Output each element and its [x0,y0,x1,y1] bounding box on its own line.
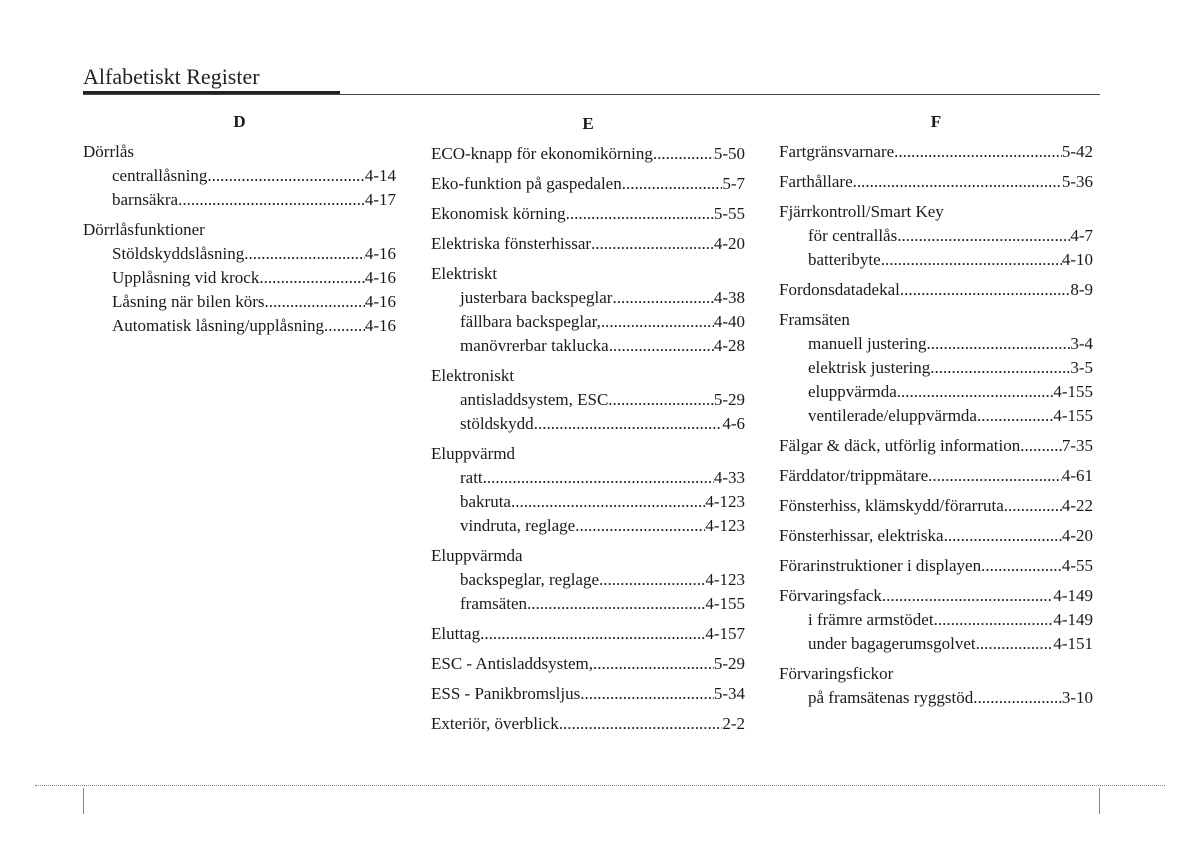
dot-leader [981,554,1062,578]
dot-leader [882,584,1053,608]
index-term: på framsätenas ryggstöd [808,688,974,707]
index-entry [431,442,745,538]
index-entry-line [431,652,745,676]
dot-leader [927,332,1071,356]
index-entry [431,682,745,706]
index-term: Elektriska fönsterhissar [431,234,592,253]
dot-leader [1020,434,1062,458]
index-term: Eko-funktion på gaspedalen [431,174,622,193]
index-term: Förvaringsfickor [779,664,894,683]
index-entry [779,584,1093,656]
index-term: stöldskydd [460,414,534,433]
dot-leader [566,202,714,226]
dot-leader [575,514,705,538]
index-subentry [779,356,1093,380]
dot-leader [265,290,365,314]
page-reference: 5-55 [713,204,745,223]
index-entry [431,652,745,676]
index-entry [431,712,745,736]
dot-leader [601,310,714,334]
index-subentry [431,334,745,358]
index-term: under bagagerumsgolvet [808,634,976,653]
index-subentry [431,388,745,412]
dot-leader [480,622,705,646]
page-reference: 4-28 [713,336,745,355]
index-term: Färddator/trippmätare [779,466,929,485]
dot-leader [244,242,365,266]
index-entry [779,524,1093,548]
index-entry-line [779,524,1093,548]
index-term: ESS - Panikbromsljus [431,684,581,703]
index-entry-line [431,622,745,646]
index-entry-line [431,364,745,388]
dot-leader [534,412,723,436]
page-reference: 4-123 [705,570,745,589]
index-term: Dörrlås [83,142,134,161]
page-reference: 4-20 [713,234,745,253]
index-entry-line [779,434,1093,458]
page-reference: 4-6 [722,414,745,433]
index-subentry [779,608,1093,632]
index-term: Fönsterhissar, elektriska [779,526,944,545]
page-reference: 4-61 [1061,466,1093,485]
index-term: Fjärrkontroll/Smart Key [779,202,944,221]
index-subentry [779,380,1093,404]
dot-leader [894,140,1062,164]
index-subentry [779,332,1093,356]
page-reference: 5-36 [1061,172,1093,191]
index-column-e [431,110,745,742]
index-subentry [431,514,745,538]
index-entry [779,200,1093,272]
index-entry-line [431,442,745,466]
dot-leader [580,682,714,706]
index-term: Exteriör, överblick [431,714,559,733]
dot-leader [511,490,705,514]
index-term: Förvaringsfack [779,586,882,605]
index-subentry [431,286,745,310]
index-entry-line [779,278,1093,302]
dot-leader [944,524,1062,548]
index-subentry [431,568,745,592]
index-subentry [431,412,745,436]
index-term: i främre armstödet [808,610,934,629]
index-term: ESC - Antisladdsystem, [431,654,593,673]
page-reference: 3-4 [1070,334,1093,353]
index-subentry [779,404,1093,428]
page-reference: 4-16 [364,292,396,311]
index-term: antisladdsystem, ESC [460,390,609,409]
index-entry [431,142,745,166]
index-entry-line [431,232,745,256]
dot-leader [976,632,1054,656]
dot-leader [259,266,365,290]
dot-leader [928,464,1062,488]
page-reference: 4-16 [364,316,396,335]
index-subentry [779,248,1093,272]
index-entry [431,364,745,436]
index-entry [779,494,1093,518]
index-entry [431,232,745,256]
index-term: Elektriskt [431,264,498,283]
section-letter: D [233,112,246,131]
dot-leader [591,232,714,256]
index-entry-line [779,584,1093,608]
dot-leader [593,652,714,676]
header-rule [83,94,1100,95]
index-entry-line [431,172,745,196]
page-reference: 4-155 [705,594,745,613]
index-subentry [431,466,745,490]
index-entry [431,262,745,358]
page-title: Alfabetiskt Register [83,64,260,89]
dot-leader [612,286,713,310]
index-subentry [83,164,396,188]
index-term: Fartgränsvarnare [779,142,895,161]
index-term: ECO-knapp för ekonomikörning [431,144,653,163]
index-subentry [83,188,396,212]
page-reference: 5-29 [713,654,745,673]
page-reference: 5-7 [722,174,745,193]
index-term: Dörrlåsfunktioner [83,220,205,239]
index-term: Låsning när bilen körs [112,292,265,311]
page-reference: 4-33 [713,468,745,487]
page-reference: 4-149 [1053,586,1093,605]
page-reference: 4-20 [1061,526,1093,545]
index-term: Upplåsning vid krock [112,268,260,287]
page-reference: 4-22 [1061,496,1093,515]
index-entry [431,622,745,646]
footer-dotted-rule [35,785,1165,786]
page-reference: 4-16 [364,268,396,287]
page-reference: 2-2 [722,714,745,733]
dot-leader [881,248,1062,272]
index-entry [779,662,1093,710]
index-entry-line [779,464,1093,488]
index-column-d [83,110,396,344]
index-entry-line [83,140,396,164]
index-entry-line [779,308,1093,332]
index-term: Automatisk låsning/upplåsning [112,316,325,335]
index-term: manuell justering [808,334,927,353]
index-entry-line [431,682,745,706]
index-entry-line [431,712,745,736]
index-term: ratt [460,468,483,487]
index-entry [431,202,745,226]
page-reference: 4-123 [705,516,745,535]
dot-leader [527,592,705,616]
page-reference: 4-151 [1053,634,1093,653]
index-entry [83,218,396,338]
index-term: centrallåsning [112,166,208,185]
page-reference: 4-16 [364,244,396,263]
index-term: Stöldskyddslåsning [112,244,245,263]
page-reference: 4-155 [1053,406,1093,425]
index-entry [779,434,1093,458]
dot-leader [897,380,1054,404]
page-reference: 4-38 [713,288,745,307]
index-entry [779,170,1093,194]
page-reference: 3-10 [1061,688,1093,707]
index-term: bakruta [460,492,511,511]
dot-leader [559,712,723,736]
page-reference: 4-55 [1061,556,1093,575]
page-reference: 4-14 [364,166,396,185]
index-term: framsäten [460,594,528,613]
footer-left-mark [83,788,84,814]
page-reference: 5-34 [713,684,745,703]
index-subentry [83,266,396,290]
index-subentry [431,592,745,616]
index-entry [779,464,1093,488]
index-entry [83,140,396,212]
index-entry-line [779,170,1093,194]
index-term: för centrallås [808,226,898,245]
dot-leader [483,466,714,490]
dot-leader [934,608,1054,632]
index-term: eluppvärmda [808,382,897,401]
index-term: fällbara backspeglar, [460,312,601,331]
page-reference: 4-123 [705,492,745,511]
dot-leader [930,356,1070,380]
page-reference: 4-149 [1053,610,1093,629]
index-term: Farthållare [779,172,853,191]
page-reference: 3-5 [1070,358,1093,377]
dot-leader [207,164,364,188]
index-entry-line [83,218,396,242]
dot-leader [324,314,365,338]
page-reference: 4-7 [1070,226,1093,245]
index-entry-line [431,142,745,166]
index-term: Fordonsdatadekal [779,280,900,299]
page-reference: 5-42 [1061,142,1093,161]
index-term: vindruta, reglage [460,516,576,535]
index-subentry [431,490,745,514]
index-term: Fälgar & däck, utförlig information [779,436,1021,455]
page-reference: 4-17 [364,190,396,209]
page-reference: 4-155 [1053,382,1093,401]
page-reference: 8-9 [1070,280,1093,299]
index-entry-line [431,544,745,568]
dot-leader [973,686,1062,710]
page-reference: 4-10 [1061,250,1093,269]
dot-leader [897,224,1070,248]
index-term: Fönsterhiss, klämskydd/förarruta [779,496,1004,515]
index-entry-line [779,662,1093,686]
index-entry [431,544,745,616]
index-term: Elektroniskt [431,366,515,385]
index-subentry [779,686,1093,710]
page-reference: 5-29 [713,390,745,409]
index-term: elektrisk justering [808,358,931,377]
dot-leader [599,568,705,592]
page-reference: 5-50 [713,144,745,163]
index-entry-line [431,202,745,226]
dot-leader [178,188,365,212]
dot-leader [1004,494,1062,518]
section-letter: F [930,112,942,131]
index-term: barnsäkra [112,190,179,209]
index-term: ventilerade/eluppvärmda [808,406,977,425]
index-entry [779,554,1093,578]
index-entry [779,278,1093,302]
index-term: Ekonomisk körning [431,204,566,223]
index-subentry [779,632,1093,656]
dot-leader [609,334,714,358]
index-term: Eluttag [431,624,481,643]
footer-right-mark [1099,788,1100,814]
index-term: justerbara backspeglar [460,288,613,307]
dot-leader [977,404,1053,428]
index-column-f [779,110,1093,716]
index-term: Förarinstruktioner i displayen [779,556,982,575]
dot-leader [853,170,1062,194]
index-entry [779,308,1093,428]
index-entry-line [779,140,1093,164]
index-entry-line [431,262,745,286]
page-reference: 4-157 [705,624,745,643]
index-subentry [431,310,745,334]
page-reference: 4-40 [713,312,745,331]
index-term: batteribyte [808,250,881,269]
index-term: manövrerbar taklucka [460,336,609,355]
dot-leader [622,172,723,196]
index-subentry [83,314,396,338]
index-entry [431,172,745,196]
index-subentry [83,290,396,314]
section-letter: E [582,114,594,133]
dot-leader [653,142,714,166]
index-subentry [83,242,396,266]
dot-leader [900,278,1070,302]
index-entry-line [779,494,1093,518]
index-term: Eluppvärmd [431,444,516,463]
index-subentry [779,224,1093,248]
index-entry-line [779,554,1093,578]
index-term: Eluppvärmda [431,546,523,565]
index-entry-line [779,200,1093,224]
index-term: backspeglar, reglage [460,570,600,589]
index-entry [779,140,1093,164]
dot-leader [608,388,714,412]
index-term: Framsäten [779,310,850,329]
page-reference: 7-35 [1061,436,1093,455]
